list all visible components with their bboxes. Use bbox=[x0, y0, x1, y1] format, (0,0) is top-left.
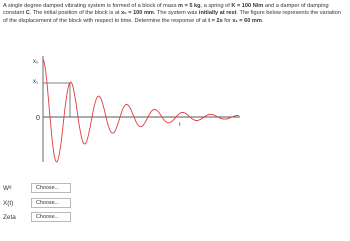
y-tick-label-x0: x₀ bbox=[33, 59, 39, 65]
wd-select[interactable]: Choose... bbox=[31, 183, 71, 193]
displacement-curve bbox=[43, 59, 239, 162]
question-text: A single degree damped vibrating system is formed of a block of mass m = 5 kg, a spring of K = 100 N/m and a damper of damping constant C. The initial position of the block is at x₀ = 100 mm. The system was initially at rest. The figure below represents the variation of the displacement of the block with respect to time. Determine the response of at t = 2s for x₁ = 60 mm. bbox=[3, 3, 341, 24]
answer-label-zeta: Zeta bbox=[3, 214, 16, 221]
x-axis-label: t bbox=[179, 122, 181, 128]
answer-label-wd: Wᵈ bbox=[3, 185, 12, 192]
xt-select[interactable]: Choose... bbox=[31, 198, 71, 208]
answer-label-xt: X(t) bbox=[3, 200, 14, 207]
y-tick-label-x1: x₁ bbox=[33, 79, 39, 85]
zeta-select[interactable]: Choose... bbox=[31, 212, 71, 222]
y-tick-label-zero: 0 bbox=[36, 115, 40, 122]
